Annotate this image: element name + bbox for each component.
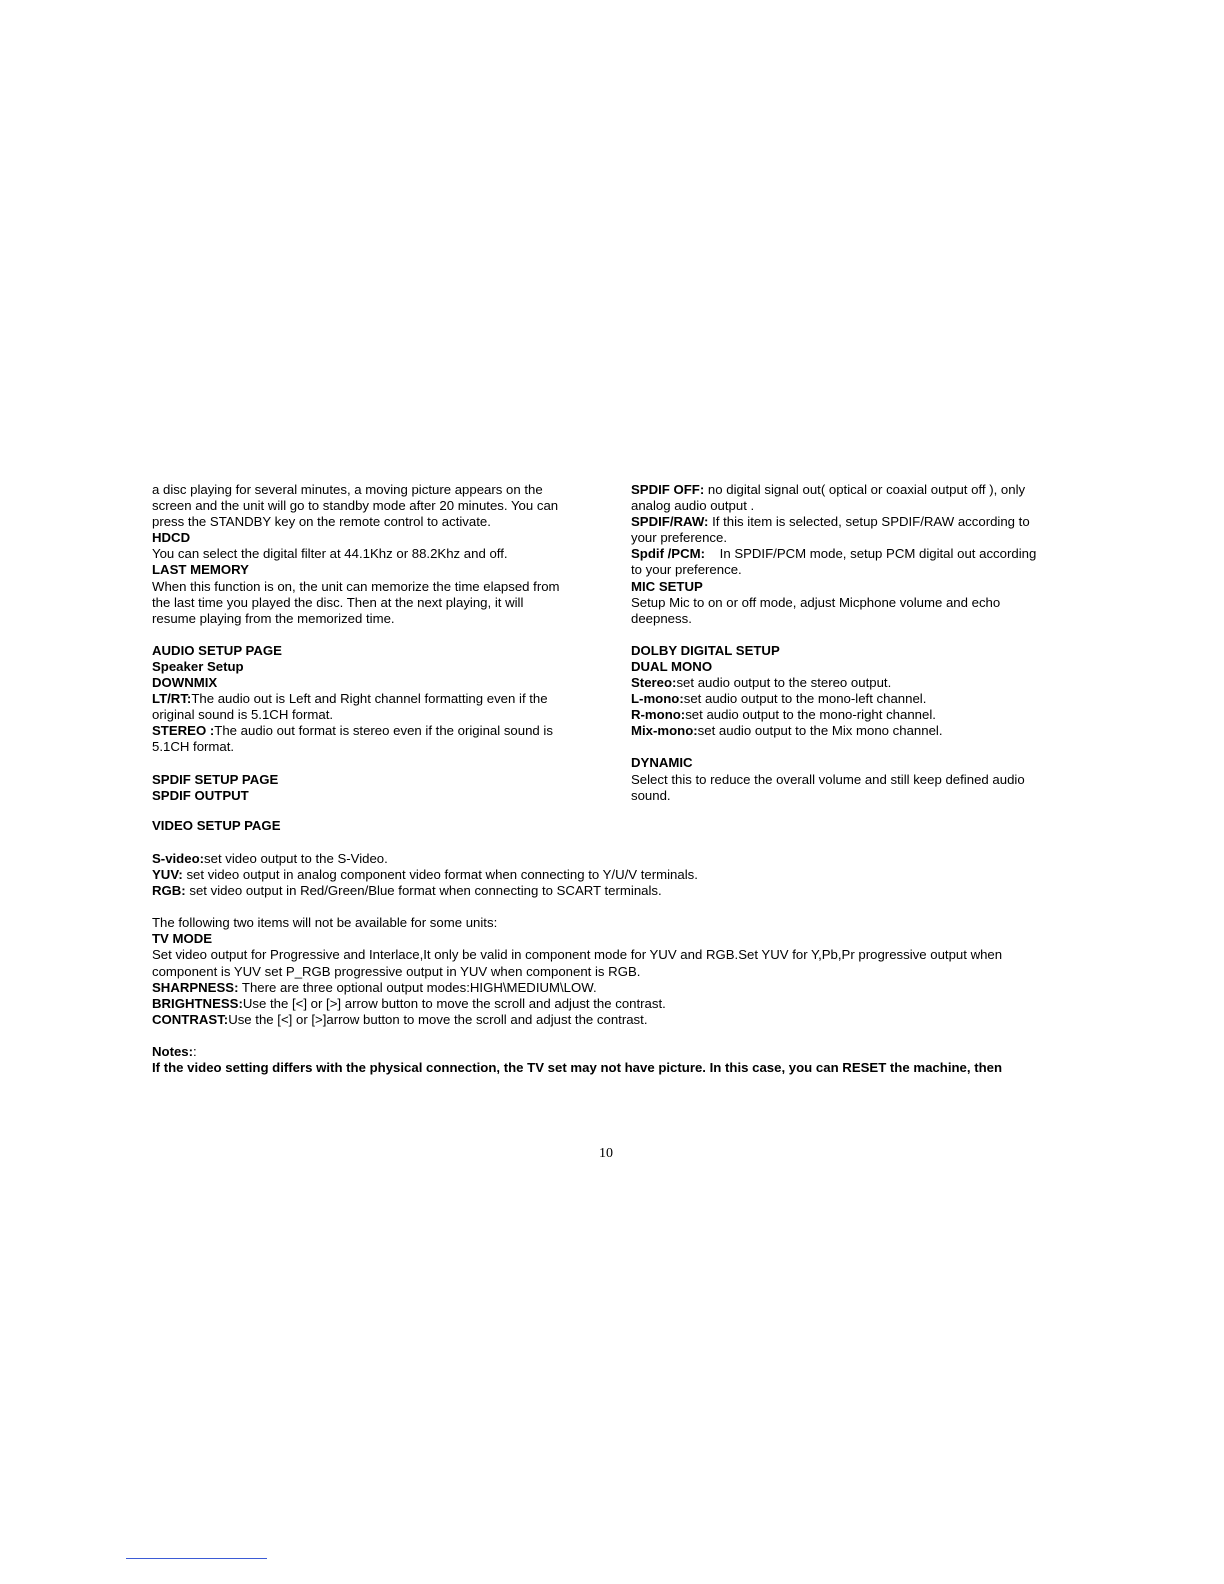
mic-setup-line: deepness. — [631, 610, 692, 626]
ltrt-label: LT/RT: — [152, 691, 192, 707]
rmono-text: set audio output to the mono-right channel. — [685, 707, 936, 723]
stereo-text-2: 5.1CH format. — [152, 739, 235, 755]
brightness-label: BRIGHTNESS: — [152, 995, 243, 1011]
last-memory-line: resume playing from the memorized time. — [152, 610, 395, 626]
lmono-text: set audio output to the mono-left channel. — [683, 691, 927, 707]
intro-line: a disc playing for several minutes, a moving picture appears on the — [152, 482, 543, 497]
spdif-setup-heading: SPDIF SETUP PAGE — [152, 771, 279, 787]
yuv-label: YUV: — [152, 867, 183, 883]
downmix-heading: DOWNMIX — [152, 675, 218, 691]
audio-setup-heading: AUDIO SETUP PAGE — [152, 642, 282, 658]
speaker-setup-heading: Speaker Setup — [152, 658, 244, 674]
contrast-label: CONTRAST: — [152, 1011, 229, 1027]
rgb-label: RGB: — [152, 883, 186, 899]
svideo-label: S-video: — [152, 851, 205, 866]
spdif-off-label: SPDIF OFF: — [631, 482, 705, 497]
spdif-pcm-text-2: to your preference. — [631, 562, 742, 578]
lmono-label: L-mono: — [631, 691, 684, 707]
spdif-output-heading: SPDIF OUTPUT — [152, 787, 249, 803]
stereo-text: The audio out format is stereo even if the original sound is — [214, 723, 553, 739]
spdif-off-text-2: analog audio output . — [631, 498, 755, 514]
ltrt-text-2: original sound is 5.1CH format. — [152, 707, 334, 723]
last-memory-heading: LAST MEMORY — [152, 562, 249, 578]
mic-setup-line: Setup Mic to on or off mode, adjust Micphone volume and echo — [631, 594, 1001, 610]
tv-mode-line: Set video output for Progressive and Interlace,It only be valid in component mode for YUV and RGB.Set YUV for Y,Pb,Pr progressive output when — [152, 947, 1003, 963]
brightness-text: Use the [<] or [>] arrow button to move the scroll and adjust the contrast. — [242, 995, 666, 1011]
notes-text: If the video setting differs with the physical connection, the TV set may not have picture. In this case, you can RESET the machine, then — [152, 1060, 1003, 1076]
dual-mono-heading: DUAL MONO — [631, 658, 713, 674]
stereo-mode-label: Stereo: — [631, 675, 677, 691]
spdif-raw-label: SPDIF/RAW: — [631, 514, 709, 530]
footnote-rule — [126, 1558, 267, 1559]
video-setup-heading: VIDEO SETUP PAGE — [152, 817, 281, 833]
dolby-heading: DOLBY DIGITAL SETUP — [631, 642, 780, 658]
yuv-text: set video output in analog component video format when connecting to Y/U/V terminals. — [182, 867, 698, 883]
spdif-raw-text-2: your preference. — [631, 530, 728, 546]
ltrt-text: The audio out is Left and Right channel formatting even if the — [191, 691, 548, 707]
notes-label: Notes: — [152, 1043, 194, 1059]
last-memory-line: the last time you played the disc. Then at the next playing, it will — [152, 594, 524, 610]
stereo-label: STEREO : — [152, 723, 215, 739]
notes-colon: : — [193, 1043, 197, 1059]
dynamic-line: Select this to reduce the overall volume and still keep defined audio — [631, 771, 1025, 787]
mic-setup-heading: MIC SETUP — [631, 578, 703, 594]
hdcd-text: You can select the digital filter at 44.1Khz or 88.2Khz and off. — [152, 546, 508, 562]
mixmono-text: set audio output to the Mix mono channel. — [697, 723, 943, 739]
spdif-off-text: no digital signal out( optical or coaxial output off ), only — [704, 482, 1026, 497]
rgb-text: set video output in Red/Green/Blue format when connecting to SCART terminals. — [185, 883, 662, 899]
spdif-pcm-label: Spdif /PCM: — [631, 546, 705, 562]
tv-mode-heading: TV MODE — [152, 931, 213, 947]
sharpness-text: There are three optional output modes:HIGH\MEDIUM\LOW. — [238, 979, 597, 995]
tv-mode-line: component is YUV set P_RGB progressive output in YUV when component is RGB. — [152, 963, 641, 979]
following-items-text: The following two items will not be available for some units: — [152, 915, 498, 931]
stereo-mode-text: set audio output to the stereo output. — [676, 675, 892, 691]
intro-line: press the STANDBY key on the remote control to activate. — [152, 514, 491, 530]
spdif-raw-text: If this item is selected, setup SPDIF/RAW according to — [708, 514, 1030, 530]
rmono-label: R-mono: — [631, 707, 686, 723]
contrast-text: Use the [<] or [>]arrow button to move the scroll and adjust the contrast. — [228, 1011, 648, 1027]
page-number: 10 — [599, 1146, 613, 1161]
dynamic-line: sound. — [631, 787, 671, 803]
svideo-text: set video output to the S-Video. — [204, 851, 388, 866]
left-column — [152, 482, 592, 834]
mixmono-label: Mix-mono: — [631, 723, 698, 739]
intro-line: screen and the unit will go to standby mode after 20 minutes. You can — [152, 498, 559, 514]
right-column — [631, 482, 1071, 804]
hdcd-heading: HDCD — [152, 530, 191, 546]
dynamic-heading: DYNAMIC — [631, 755, 693, 771]
sharpness-label: SHARPNESS: — [152, 979, 239, 995]
video-setup-section — [152, 851, 1072, 1076]
spdif-pcm-text: In SPDIF/PCM mode, setup PCM digital out according — [705, 546, 1037, 562]
last-memory-line: When this function is on, the unit can memorize the time elapsed from — [152, 578, 560, 594]
